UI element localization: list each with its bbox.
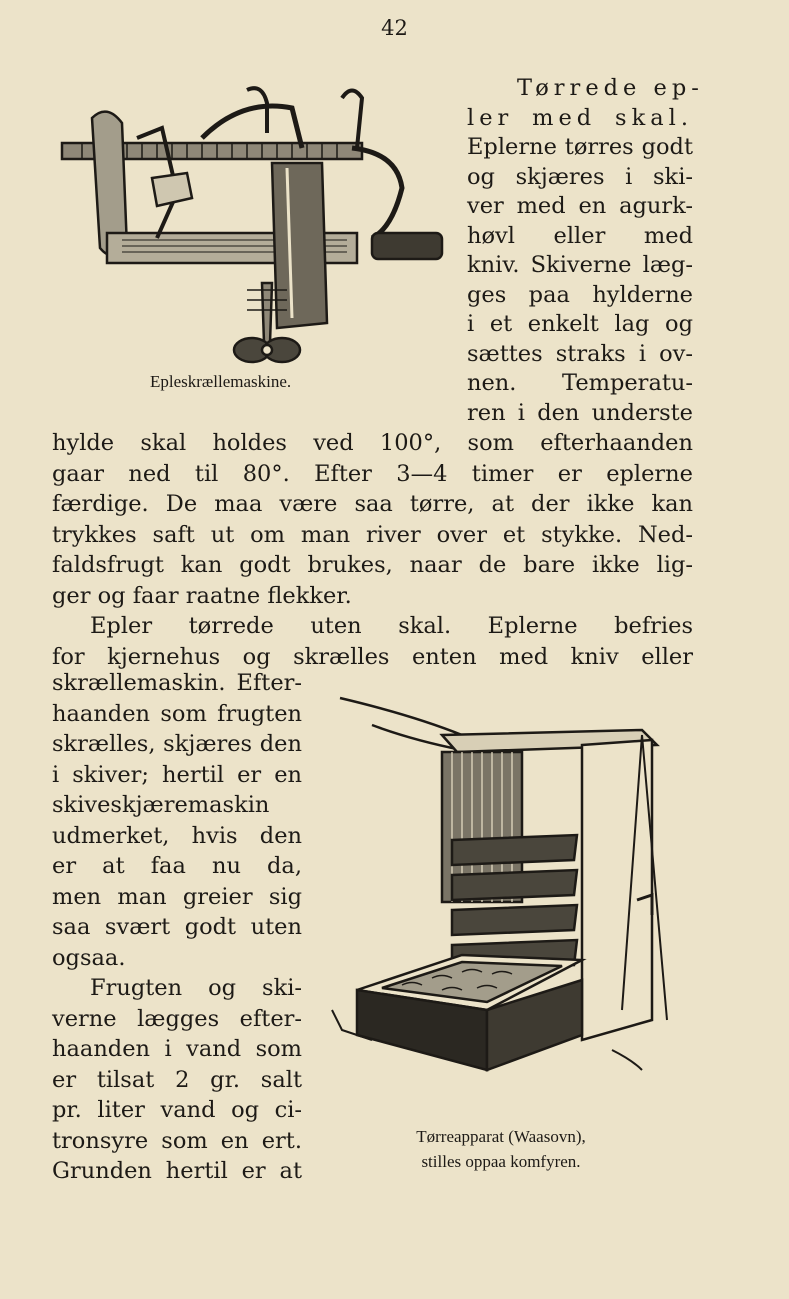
text-line: i skiver; hertil er en bbox=[52, 761, 302, 788]
text-line: ren i den underste bbox=[467, 399, 693, 426]
full-width-text bbox=[52, 428, 693, 672]
text-line: gaar ned til 80°. Efter 3—4 timer er eplerne bbox=[52, 460, 693, 487]
text-line: skrælles, skjæres den bbox=[52, 731, 302, 757]
drying-oven-drawing bbox=[312, 690, 697, 1120]
text-line: ler med skal. bbox=[467, 104, 693, 131]
text-line: er at faa nu da, bbox=[52, 853, 302, 879]
text-line: færdige. De maa være saa tørre, at der ikke kan bbox=[52, 491, 693, 517]
section-heading-line: Epler tørrede uten skal. Eplerne befries bbox=[90, 613, 693, 639]
text-line: for kjernehus og skrælles enten med kniv eller bbox=[52, 643, 693, 670]
apple-peeler-drawing bbox=[52, 78, 457, 368]
text-line: ver med en agurk- bbox=[467, 193, 693, 219]
text-line: skrællemaskin. Efter- bbox=[52, 670, 302, 696]
text-line: er tilsat 2 gr. salt bbox=[52, 1066, 302, 1093]
text-line: hylde skal holdes ved 100°, som efterhaanden bbox=[52, 430, 693, 456]
text-line: haanden i vand som bbox=[52, 1036, 302, 1062]
text-line: Grunden hertil er at bbox=[52, 1158, 302, 1184]
text-line: og skjæres i ski- bbox=[467, 163, 693, 190]
text-line: haanden som frugten bbox=[52, 700, 302, 727]
text-line: Frugten og ski- bbox=[90, 975, 302, 1001]
text-line: saa svært godt uten bbox=[52, 914, 302, 940]
caption-line: Tørreapparat (Waasovn), bbox=[416, 1127, 586, 1146]
text-line: sættes straks i ov- bbox=[467, 340, 693, 367]
text-line: kniv. Skiverne læg- bbox=[467, 252, 693, 278]
text-line: verne lægges efter- bbox=[52, 1005, 302, 1032]
figure-caption-bottom bbox=[356, 1124, 646, 1174]
text-line: tronsyre som en ert. bbox=[52, 1127, 302, 1154]
right-column-text bbox=[467, 74, 704, 428]
text-line: trykkes saft ut om man river over et stykke. Ned- bbox=[52, 521, 693, 548]
text-line: men man greier sig bbox=[52, 883, 302, 910]
text-line: faldsfrugt kan godt brukes, naar de bare ikke lig- bbox=[52, 552, 693, 578]
caption-line: stilles oppaa komfyren. bbox=[421, 1152, 581, 1171]
text-line: ogsaa. bbox=[52, 944, 126, 971]
apple-peeler-illustration bbox=[52, 78, 457, 368]
text-line: Tørrede ep- bbox=[517, 75, 704, 101]
text-line: høvl eller med bbox=[467, 222, 693, 249]
text-line: pr. liter vand og ci- bbox=[52, 1097, 302, 1123]
left-column-text bbox=[52, 668, 302, 1187]
text-line: ges paa hylderne bbox=[467, 281, 693, 308]
text-line: udmerket, hvis den bbox=[52, 822, 302, 849]
text-line: nen. Temperatu- bbox=[467, 370, 693, 396]
text-line: i et enkelt lag og bbox=[467, 311, 693, 337]
drying-oven-illustration bbox=[312, 690, 697, 1120]
figure-caption-top: Epleskrællemaskine. bbox=[150, 372, 292, 391]
text-line: ger og faar raatne flekker. bbox=[52, 582, 352, 609]
page-number: 42 bbox=[381, 16, 408, 40]
text-line: skiveskjæremaskin bbox=[52, 792, 270, 818]
text-line: Eplerne tørres godt bbox=[467, 134, 693, 160]
